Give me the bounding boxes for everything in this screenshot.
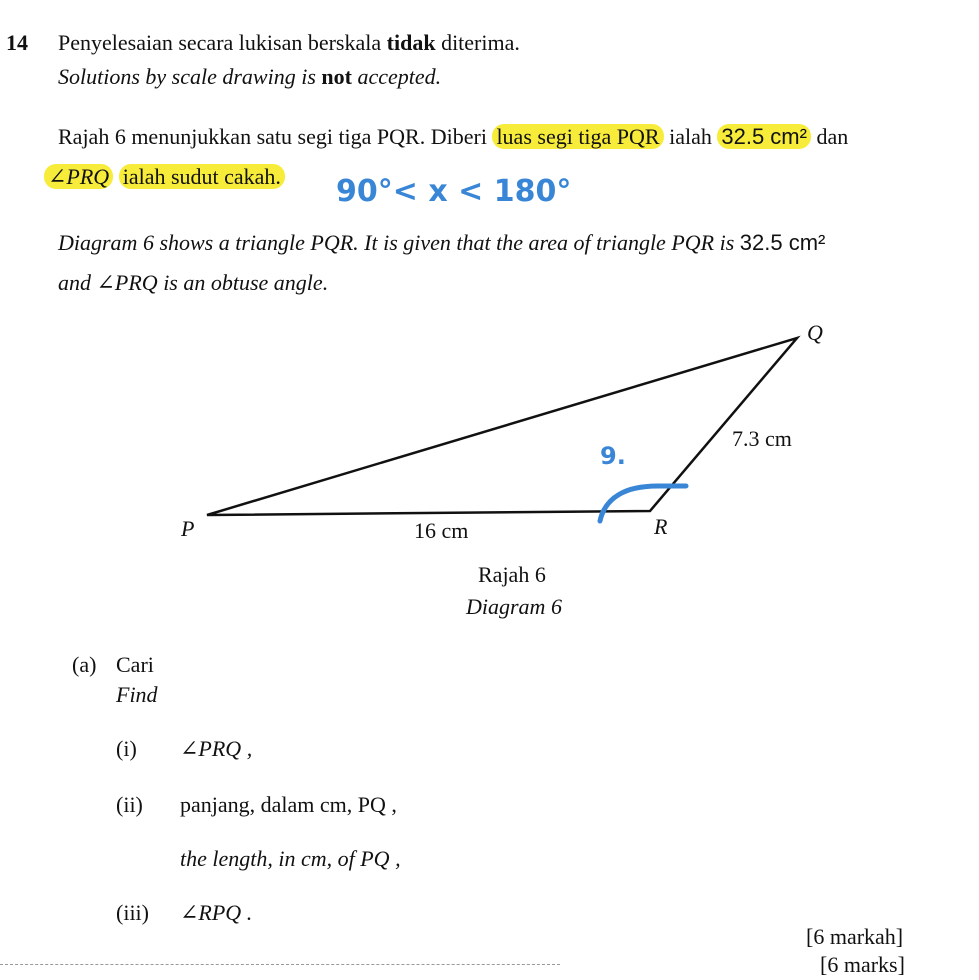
item-i-text: ∠PRQ ,	[180, 736, 253, 761]
highlight-angle-prq: ∠PRQ	[44, 164, 113, 189]
marks-malay: [6 markah]	[806, 924, 904, 949]
question-number: 14	[6, 30, 28, 55]
item-ii-text-malay: panjang, dalam cm, PQ ,	[180, 792, 397, 817]
vertex-q-label: Q	[807, 320, 823, 345]
vertex-r-label: R	[654, 514, 668, 539]
scale-note-english-bold: not	[321, 64, 352, 89]
scale-note-english-post: accepted.	[357, 64, 442, 89]
triangle-pqr	[207, 338, 797, 515]
part-a-label: (a)	[72, 652, 97, 677]
statement-english-text1: Diagram 6 shows a triangle PQR. It is given that the area of triangle PQR is	[58, 230, 735, 255]
scale-note-english	[58, 64, 441, 90]
statement-malay-text2: ialah	[669, 124, 712, 149]
statement-english-line2: and ∠PRQ is an obtuse angle.	[58, 270, 329, 295]
statement-malay-line1	[58, 124, 848, 150]
statement-malay-text4: ialah sudut cakah.	[119, 164, 285, 189]
item-iii-text: ∠RPQ .	[180, 900, 253, 925]
answer-divider	[0, 964, 560, 965]
item-ii-number: (ii)	[116, 792, 143, 817]
caption-english: Diagram 6	[466, 594, 562, 619]
side-rq-label: 7.3 cm	[732, 426, 792, 451]
caption-malay: Rajah 6	[478, 562, 546, 587]
statement-malay-text1: Rajah 6 menunjukkan satu segi tiga PQR. Diberi	[58, 124, 487, 149]
highlight-area-value: 32.5 cm²	[717, 124, 811, 149]
statement-malay-line2	[44, 164, 285, 190]
marks-english: [6 marks]	[820, 952, 905, 977]
item-iii-number: (iii)	[116, 900, 149, 925]
scale-note-malay-post: diterima.	[441, 30, 520, 55]
item-ii-text-english: the length, in cm, of PQ ,	[180, 846, 401, 871]
vertex-p-label: P	[181, 516, 195, 541]
statement-english-line1	[58, 230, 825, 256]
handwritten-inequality: 90°< x < 180°	[336, 174, 572, 209]
triangle-diagram	[0, 300, 979, 560]
side-pr-label: 16 cm	[414, 518, 469, 543]
find-english: Find	[116, 682, 158, 707]
statement-malay-text3: dan	[816, 124, 849, 149]
statement-english-area: 32.5 cm²	[739, 230, 826, 255]
scale-note-malay-bold: tidak	[386, 30, 436, 55]
scale-note-malay-pre: Penyelesaian secara lukisan berskala	[58, 30, 382, 55]
scale-note-malay	[58, 30, 520, 56]
highlight-area-phrase: luas segi tiga PQR	[492, 124, 663, 149]
handwritten-angle-mark: 9.	[600, 442, 626, 470]
find-malay: Cari	[116, 652, 154, 677]
handwritten-angle-arc	[600, 486, 686, 521]
item-i-number: (i)	[116, 736, 137, 761]
scale-note-english-pre: Solutions by scale drawing is	[58, 64, 316, 89]
